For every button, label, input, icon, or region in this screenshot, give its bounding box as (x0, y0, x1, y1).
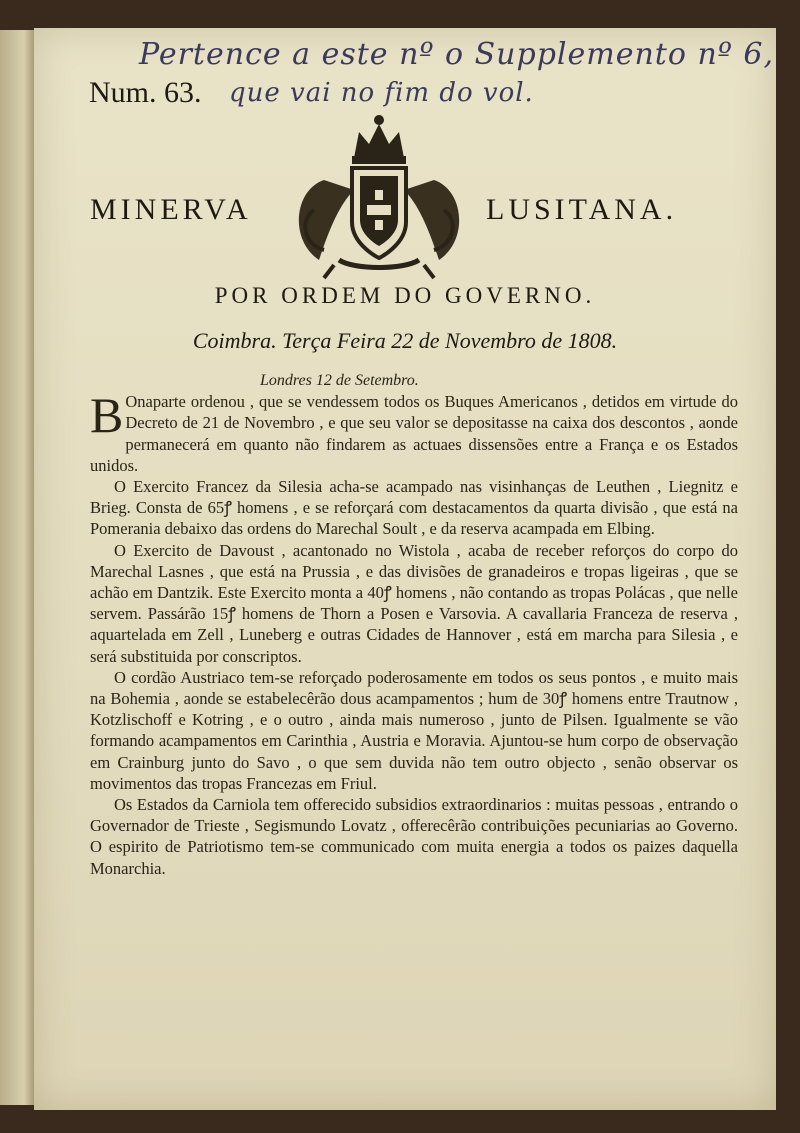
royal-coat-of-arms-icon (284, 110, 474, 280)
masthead-subtitle: POR ORDEM DO GOVERNO. (214, 283, 596, 308)
handwritten-note-line-1: Pertence a este nº o Supplemento nº 6, (139, 37, 775, 72)
handwritten-note-line-2: que vai no fim do vol. (229, 78, 534, 108)
article-paragraph: Os Estados da Carniola tem offerecido subsidios extraordinarios : muitas pessoas , entrando o Governador de Trieste , Segismundo Lovatz , offerecêrão contribuições pecuniarias ao Governo. O espirito de Patriotismo tem-se communicado com muita energia a todos os paizes daquella Monarchia. (90, 795, 738, 878)
drop-cap: B (90, 387, 124, 444)
article-paragraph: O Exercito de Davoust , acantonado no Wistola , acaba de receber reforços do corpo do Marechal Lasnes , que está na Prussia , e das divisões de granadeiros e tropas ligeiras , que se achão em Dantzik. Este Exercito monta a 40ꝭ homens , não contando as tropas Polácas , que nelle servem. Passárão 15ꝭ homens de Thorn a Posen e Varsovia. A cavallaria Franceza de reserva , aquartelada em Zell , Luneberg e outras Cidades de Hannover , está em marcha para Silesia , e será substituida por conscriptos. (90, 540, 738, 666)
article-place-date: Londres 12 de Setembro. (260, 372, 419, 389)
masthead-title-left: MINERVA (90, 193, 252, 226)
facing-page-edge (0, 30, 34, 1105)
article-body (90, 370, 738, 879)
issue-number: Num. 63. (89, 76, 202, 109)
article-paragraph: B Onaparte ordenou , que se vendessem todos os Buques Americanos , detidos em virtude do Decreto de 21 de Novembro , e que seu valor se depositasse na caixa dos descontos , aonde permanecerá em quanto não findarem as actuaes dissensões entre a França e os Estados unidos. (90, 387, 738, 475)
handwritten-note (139, 36, 779, 112)
article-paragraph: O cordão Austriaco tem-se reforçado poderosamente em todos os seus pontos , e muito mais na Bohemia , aonde se estabelecêrão dous acampamentos ; hum de 30ꝭ homens entre Trautnow , Kotzlischoff e Kotring , e o outro , ainda mais numeroso , junto de Pilsen. Igualmente se vão formando acampamentos em Carinthia , Austria e Moravia. Ajuntou-se hum corpo de observação em Crainburg junto do Savo , o que sem duvida não tem outro objecto , senão observar os movimentos das tropas Francezas em Friul. (90, 667, 738, 793)
masthead-title-right: LUSITANA. (486, 193, 678, 226)
newspaper-page (34, 28, 776, 1110)
issue-dateline: Coimbra. Terça Feira 22 de Novembro de 1808. (192, 328, 618, 353)
article-paragraph: O Exercito Francez da Silesia acha-se acampado nas visinhanças de Leuthen , Liegnitz e Brieg. Consta de 65ꝭ homens , e se reforçará com destacamentos da quarta divisão , que está na Pomerania debaixo das ordens do Marechal Soult , e da reserva acampada em Elbing. (90, 477, 738, 539)
